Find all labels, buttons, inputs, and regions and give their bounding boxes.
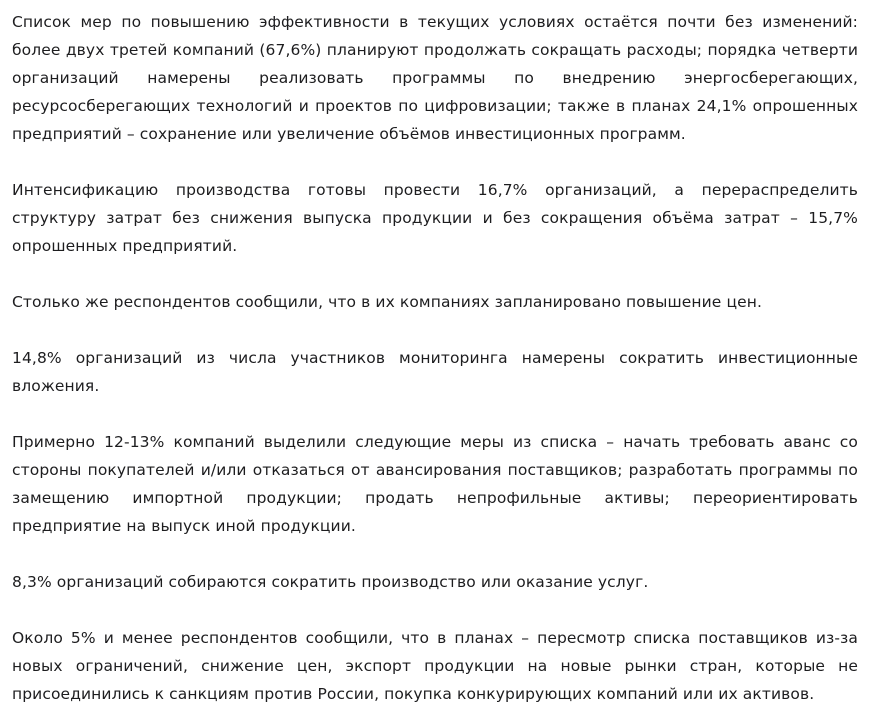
- paragraph-production-intensification: Интенсификацию производства готовы провести 16,7% организаций, а перераспределить структуру затрат без снижения выпуска продукции и без сокращения объёма затрат – 15,7% опрошенных предприятий.: [12, 181, 858, 255]
- paragraph-efficiency-measures: Список мер по повышению эффективности в текущих условиях остаётся почти без изменений: более двух третей компаний (67,6%) планируют продолжать сокращать расходы; порядка четверти организаций намерены реализовать программы по внедрению энергосберегающих, ресурсосберегающих технологий и проектов по цифровизации; также в планах 24,1% опрошенных предприятий – сохранение или увеличение объёмов инвестиционных программ.: [12, 13, 858, 143]
- paragraph-investment-reduction: 14,8% организаций из числа участников мониторинга намерены сократить инвестиционные вложения.: [12, 349, 858, 395]
- paragraph-output-reduction: 8,3% организаций собираются сократить производство или оказание услуг.: [12, 573, 649, 591]
- paragraph-five-percent-measures: Около 5% и менее респондентов сообщили, что в планах – пересмотр списка поставщиков из-за новых ограничений, снижение цен, экспорт продукции на новые рынки стран, которые не присоединились к санкциям против России, покупка конкурирующих компаний или их активов.: [12, 629, 858, 703]
- paragraph-other-measures: Примерно 12-13% компаний выделили следующие меры из списка – начать требовать аванс со стороны покупателей и/или отказаться от авансирования поставщиков; разработать программы по замещению импортной продукции; продать непрофильные активы; переориентировать предприятие на выпуск иной продукции.: [12, 433, 858, 535]
- paragraph-price-increase: Столько же респондентов сообщили, что в их компаниях запланировано повышение цен.: [12, 293, 762, 311]
